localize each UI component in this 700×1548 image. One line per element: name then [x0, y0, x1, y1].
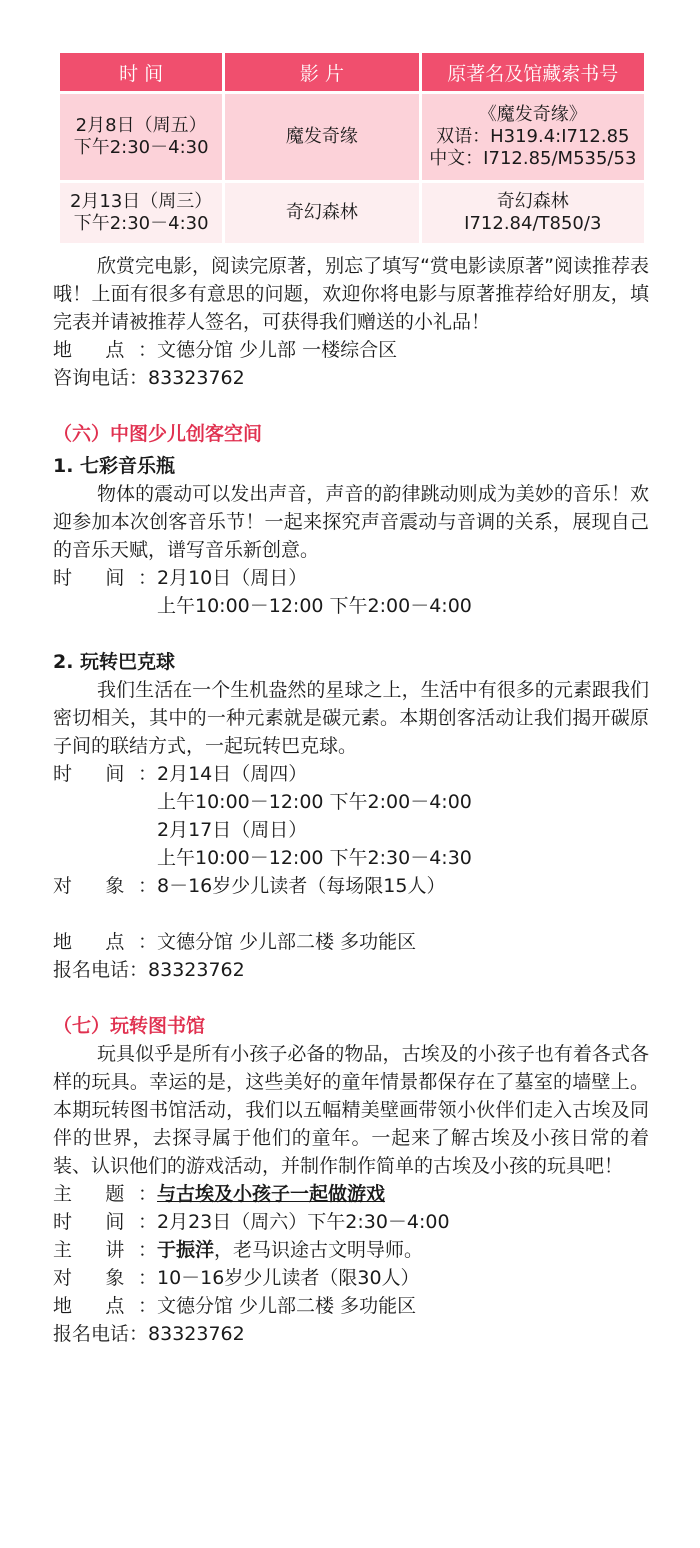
phone-value: 83323762: [148, 1323, 245, 1345]
time-label: 时 间：: [53, 567, 157, 589]
page: [53, 50, 649, 1348]
location-line: [53, 1292, 649, 1320]
speaker-label: 主 讲：: [53, 1239, 157, 1261]
section-6-title: （六）中图少儿创客空间: [53, 423, 263, 445]
cell-time: [60, 94, 222, 180]
audience-value: 8－16岁少儿读者（每场限15人）: [157, 875, 446, 897]
phone-label: 报名电话：: [53, 1323, 149, 1345]
spacer: [53, 620, 649, 648]
speaker-name: 于振洋: [157, 1239, 215, 1261]
table-row: [60, 183, 644, 243]
time-value: 2月10日（周日）: [157, 567, 308, 589]
location-value: 文德分馆 少儿部二楼 多功能区: [157, 931, 417, 953]
item-2-location-line: [53, 928, 649, 956]
item-1-time-line: [53, 564, 649, 592]
call-number-bilingual: 双语：H319.4:I712.85: [436, 126, 630, 147]
item-1-time-range: 上午10:00－12:00 下午2:00－4:00: [157, 595, 472, 617]
audience-line: [53, 1264, 649, 1292]
theme-label: 主 题：: [53, 1183, 157, 1205]
location-value: 文德分馆 少儿部 一楼综合区: [157, 339, 398, 361]
location-label: 地 点：: [53, 1295, 157, 1317]
time-range: 下午2:30－4:30: [73, 213, 209, 234]
film-schedule-table: [57, 50, 647, 246]
spacer: [53, 392, 649, 420]
phone-label: 报名电话：: [53, 959, 149, 981]
cell-film: 奇幻森林: [225, 183, 418, 243]
cell-book-ref: [422, 183, 644, 243]
film-phone-line: [53, 364, 649, 392]
book-title: 奇幻森林: [496, 191, 569, 212]
table-row: [60, 94, 644, 180]
header-book-ref: 原著名及馆藏索书号: [422, 53, 644, 91]
book-title: 《魔发奇缘》: [478, 104, 587, 125]
time-range: 下午2:30－4:30: [73, 137, 209, 158]
cell-time: [60, 183, 222, 243]
time-date: 2月8日（周五）: [75, 115, 207, 136]
theme-value: 与古埃及小孩子一起做游戏: [157, 1183, 386, 1205]
header-time: 时 间: [60, 53, 222, 91]
item-2-phone-line: [53, 956, 649, 984]
cell-film: 魔发奇缘: [225, 94, 418, 180]
section-7-title: （七）玩转图书馆: [53, 1015, 206, 1037]
theme-line: [53, 1180, 649, 1208]
item-2-audience-line: [53, 872, 649, 900]
item-2-time-range-2: 上午10:00－12:00 下午2:30－4:30: [157, 847, 472, 869]
cell-book-ref: [422, 94, 644, 180]
time-label: 时 间：: [53, 1211, 157, 1233]
item-1-title: 1. 七彩音乐瓶: [53, 455, 176, 477]
section-7-paragraph: 玩具似乎是所有小孩子必备的物品，古埃及的小孩子也有着各式各样的玩具。幸运的是，这些美好的童年情景都保存在了墓室的墙壁上。本期玩转图书馆活动，我们以五幅精美壁画带领小伙伴们走入古埃及同伴的世界，去探寻属于他们的童年。一起来了解古埃及小孩日常的着装、认识他们的游戏活动，并制作制作简单的古埃及小孩的玩具吧！: [53, 1043, 649, 1177]
speaker-description: ，老马识途古文明导师。: [214, 1239, 424, 1261]
time-line: [53, 1208, 649, 1236]
location-label: 地 点：: [53, 931, 157, 953]
time-value: 2月23日（周六）下午2:30－4:00: [157, 1211, 450, 1233]
audience-label: 对 象：: [53, 1267, 157, 1289]
item-1-paragraph: 物体的震动可以发出声音，声音的韵律跳动则成为美妙的音乐！欢迎参加本次创客音乐节！一起来探究声音震动与音调的关系，展现自己的音乐天赋，谱写音乐新创意。: [53, 483, 649, 561]
call-number: I712.84/T850/3: [464, 213, 602, 234]
phone-label: 咨询电话：: [53, 367, 149, 389]
phone-line: [53, 1320, 649, 1348]
phone-value: 83323762: [148, 959, 245, 981]
item-2-time-line: [53, 760, 649, 788]
location-value: 文德分馆 少儿部二楼 多功能区: [157, 1295, 417, 1317]
item-2-time-range-1: 上午10:00－12:00 下午2:00－4:00: [157, 791, 472, 813]
item-2-paragraph: 我们生活在一个生机盎然的星球之上，生活中有很多的元素跟我们密切相关，其中的一种元素就是碳元素。本期创客活动让我们揭开碳原子间的联结方式，一起玩转巴克球。: [53, 679, 649, 757]
item-2-time-date-2: 2月17日（周日）: [157, 819, 308, 841]
spacer: [53, 900, 649, 928]
time-date: 2月13日（周三）: [69, 191, 213, 212]
phone-value: 83323762: [148, 367, 245, 389]
spacer: [53, 984, 649, 1012]
audience-value: 10－16岁少儿读者（限30人）: [157, 1267, 420, 1289]
header-film: 影 片: [225, 53, 418, 91]
speaker-line: [53, 1236, 649, 1264]
film-location-line: [53, 336, 649, 364]
audience-label: 对 象：: [53, 875, 157, 897]
item-2-title: 2. 玩转巴克球: [53, 651, 176, 673]
location-label: 地 点：: [53, 339, 157, 361]
table-header-row: [60, 53, 644, 91]
film-paragraph: 欣赏完电影，阅读完原著，别忘了填写“赏电影读原著”阅读推荐表哦！上面有很多有意思的问题，欢迎你将电影与原著推荐给好朋友，填完表并请被推荐人签名，可获得我们赠送的小礼品！: [53, 255, 649, 333]
time-label: 时 间：: [53, 763, 157, 785]
call-number-chinese: 中文：I712.85/M535/53: [429, 148, 637, 169]
time-value: 2月14日（周四）: [157, 763, 308, 785]
